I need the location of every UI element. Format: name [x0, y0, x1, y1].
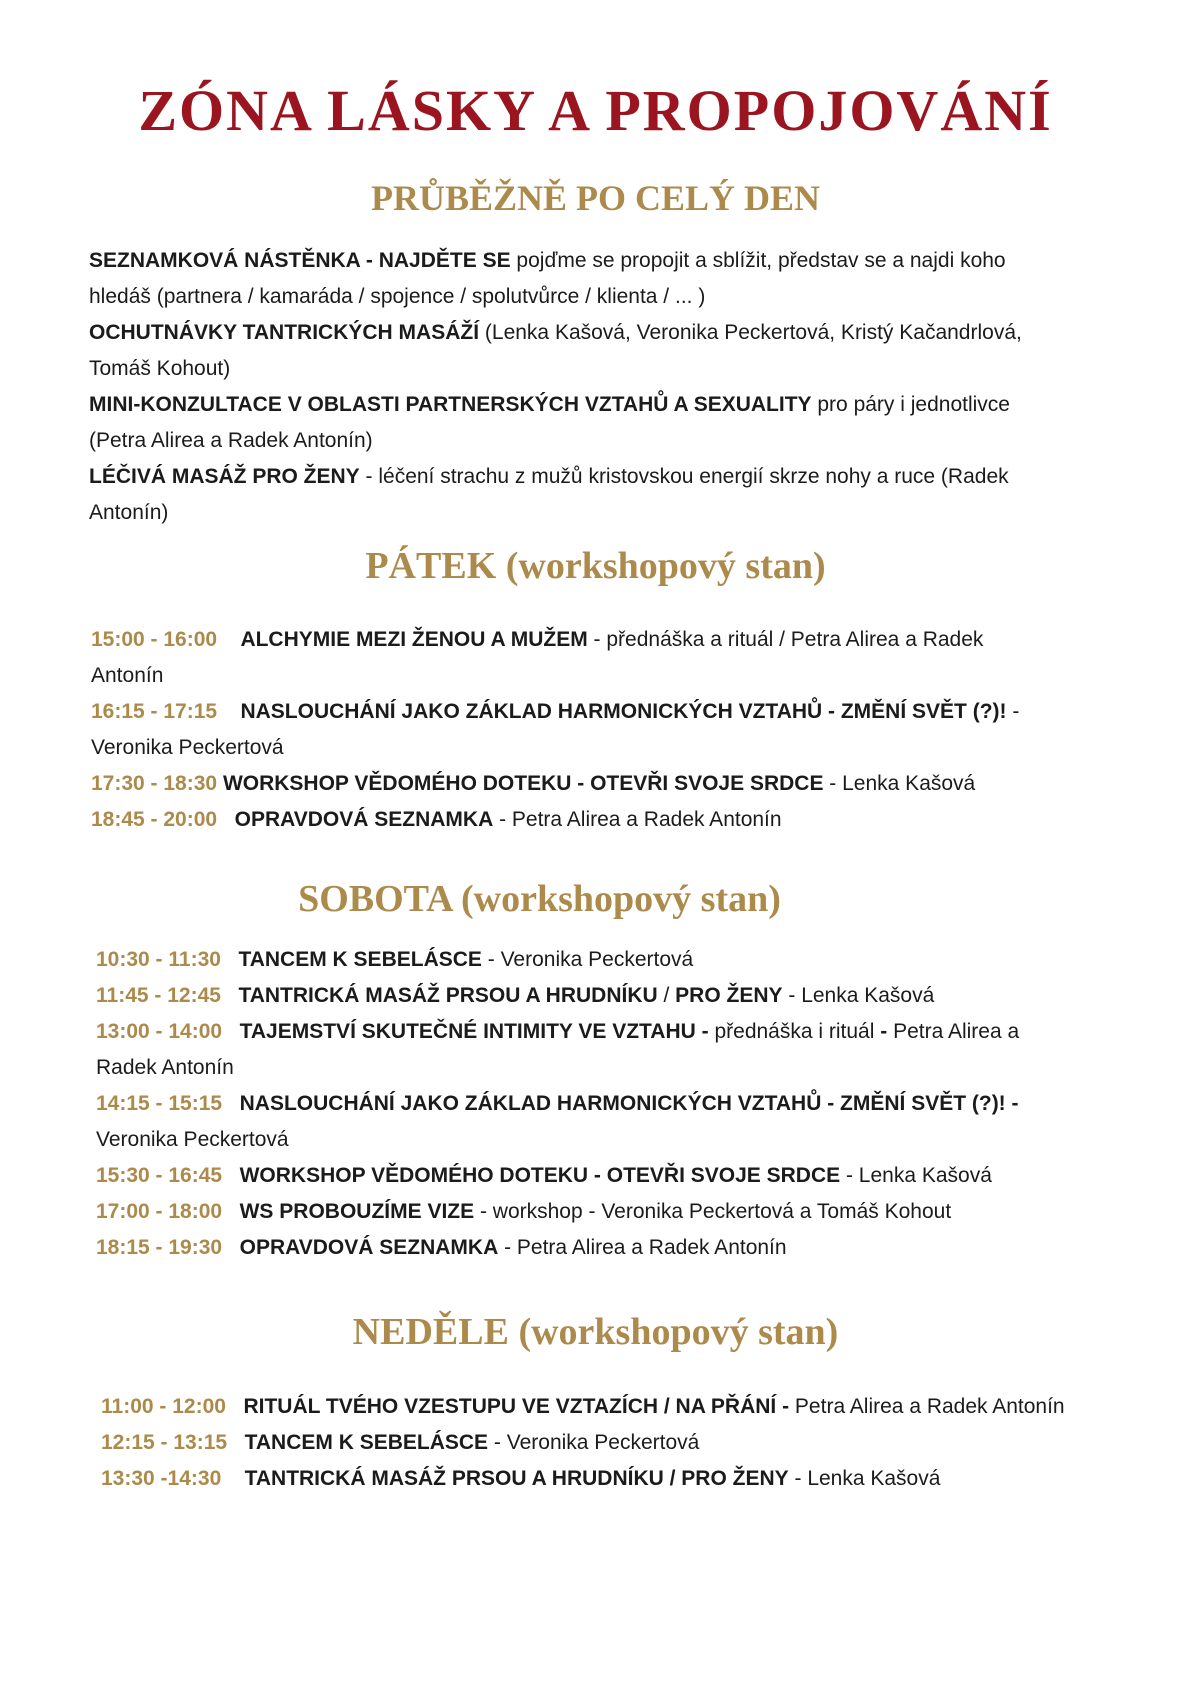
schedule-row: [91, 694, 1151, 730]
item-detail: (Lenka Kašová, Veronika Peckertová, Kristý Kačandrlová,: [479, 321, 1022, 344]
session-detail: - Lenka Kašová: [788, 1467, 941, 1490]
schedule-row: [91, 622, 1151, 658]
session-detail: Radek Antonín: [96, 1056, 234, 1079]
time-slot: 15:30 - 16:45: [96, 1164, 223, 1187]
list-item-cont: [89, 351, 1149, 387]
item-name: LÉČIVÁ MASÁŽ PRO ŽENY: [89, 465, 360, 488]
schedule-row: [96, 978, 1156, 1014]
session-detail: -: [1006, 700, 1020, 723]
time-slot: 18:45 - 20:00: [91, 808, 218, 831]
session-title: RITUÁL TVÉHO VZESTUPU VE VZTAZÍCH / NA PŘÁNÍ -: [243, 1395, 790, 1418]
session-title-2: PRO ŽENY: [675, 984, 783, 1007]
time-slot: 13:30 -14:30: [101, 1467, 222, 1490]
list-item: [89, 315, 1149, 351]
dash: -: [880, 1020, 888, 1043]
session-title: WORKSHOP VĚDOMÉHO DOTEKU - OTEVŘI SVOJE SRDCE: [239, 1164, 841, 1187]
item-detail: Tomáš Kohout): [89, 357, 231, 380]
time-slot: 11:45 - 12:45: [96, 984, 221, 1007]
schedule-row: [101, 1461, 1171, 1497]
list-item-cont: [89, 423, 1149, 459]
session-detail: - Veronika Peckertová: [488, 1431, 700, 1454]
schedule-row: [101, 1425, 1171, 1461]
allday-heading: PRŮBĚŽNĚ PO CELÝ DEN: [370, 178, 821, 218]
schedule-row: [101, 1389, 1171, 1425]
session-detail: - workshop - Veronika Peckertová a Tomáš Kohout: [474, 1200, 952, 1223]
item-name: SEZNAMKOVÁ NÁSTĚNKA - NAJDĚTE SE: [89, 249, 511, 272]
session-title: TAJEMSTVÍ SKUTEČNÉ INTIMITY VE VZTAHU -: [239, 1020, 709, 1043]
session-title: TANTRICKÁ MASÁŽ PRSOU A HRUDNÍKU: [238, 984, 658, 1007]
item-detail: pro páry i jednotlivce: [811, 393, 1010, 416]
item-name: OCHUTNÁVKY TANTRICKÝCH MASÁŽÍ: [89, 321, 480, 344]
session-title: TANTRICKÁ MASÁŽ PRSOU A HRUDNÍKU / PRO ŽENY: [244, 1467, 789, 1490]
saturday-schedule: [96, 942, 1156, 1266]
sunday-schedule: [101, 1389, 1171, 1497]
time-slot: 18:15 - 19:30: [96, 1236, 223, 1259]
schedule-row: [96, 1014, 1156, 1050]
session-title: TANCEM K SEBELÁSCE: [244, 1431, 489, 1454]
time-slot: 11:00 - 12:00: [101, 1395, 226, 1418]
allday-list: [89, 243, 1149, 531]
session-title: OPRAVDOVÁ SEZNAMKA: [239, 1236, 499, 1259]
schedule-row-cont: [91, 658, 1151, 694]
item-detail: hledáš (partnera / kamaráda / spojence / spolutvůrce / klienta / ... ): [89, 285, 706, 308]
session-title: NASLOUCHÁNÍ JAKO ZÁKLAD HARMONICKÝCH VZTAHŮ - ZMĚNÍ SVĚT (?)! -: [239, 1092, 1019, 1115]
schedule-row: [96, 1158, 1156, 1194]
time-slot: 13:00 - 14:00: [96, 1020, 223, 1043]
session-detail: - Lenka Kašová: [782, 984, 935, 1007]
session-title: ALCHYMIE MEZI ŽENOU A MUŽEM: [240, 628, 588, 651]
session-detail: Veronika Peckertová: [96, 1128, 289, 1151]
session-detail: Petra Alirea a Radek Antonín: [789, 1395, 1065, 1418]
schedule-row: [96, 942, 1156, 978]
session-detail: Petra Alirea a: [887, 1020, 1020, 1043]
session-title: OPRAVDOVÁ SEZNAMKA: [234, 808, 494, 831]
schedule-row: [96, 1230, 1156, 1266]
item-detail: - léčení strachu z mužů kristovskou energií skrze nohy a ruce (Radek: [359, 465, 1009, 488]
session-detail: - Lenka Kašová: [840, 1164, 992, 1187]
schedule-row: [96, 1086, 1156, 1122]
schedule-row: [91, 802, 1151, 838]
list-item-cont: [89, 279, 1149, 315]
session-detail: - Petra Alirea a Radek Antonín: [498, 1236, 787, 1259]
session-detail: - přednáška a rituál / Petra Alirea a Radek: [587, 628, 984, 651]
session-detail: - Veronika Peckertová: [481, 948, 694, 971]
time-slot: 17:00 - 18:00: [96, 1200, 223, 1223]
time-slot: 17:30 - 18:30: [91, 772, 218, 795]
time-slot: 15:00 - 16:00: [91, 628, 218, 651]
session-title: TANCEM K SEBELÁSCE: [238, 948, 482, 971]
time-slot: 14:15 - 15:15: [96, 1092, 223, 1115]
list-item: [89, 459, 1149, 495]
session-detail: Veronika Peckertová: [91, 736, 284, 759]
list-item-cont: [89, 495, 1149, 531]
session-title: WS PROBOUZÍME VIZE: [239, 1200, 475, 1223]
item-detail: (Petra Alirea a Radek Antonín): [89, 429, 373, 452]
schedule-row-cont: [96, 1050, 1156, 1086]
item-detail: pojďme se propojit a sblížit, představ se a najdi koho: [510, 249, 1006, 272]
saturday-heading: SOBOTA (workshopový stan): [298, 878, 781, 920]
time-slot: 16:15 - 17:15: [91, 700, 218, 723]
page-title: ZÓNA LÁSKY A PROPOJOVÁNÍ: [138, 78, 1053, 143]
schedule-row: [96, 1194, 1156, 1230]
schedule-row: [91, 766, 1151, 802]
session-detail: Antonín: [91, 664, 164, 687]
sunday-heading: NEDĚLE (workshopový stan): [352, 1311, 839, 1353]
schedule-row-cont: [96, 1122, 1156, 1158]
item-detail: Antonín): [89, 501, 169, 524]
session-title: NASLOUCHÁNÍ JAKO ZÁKLAD HARMONICKÝCH VZTAHŮ - ZMĚNÍ SVĚT (?)!: [240, 700, 1007, 723]
session-title: WORKSHOP VĚDOMÉHO DOTEKU - OTEVŘI SVOJE SRDCE: [222, 772, 824, 795]
list-item: [89, 387, 1149, 423]
session-detail: - Lenka Kašová: [823, 772, 976, 795]
time-slot: 10:30 - 11:30: [96, 948, 221, 971]
item-name: MINI-KONZULTACE V OBLASTI PARTNERSKÝCH VZTAHŮ A SEXUALITY: [89, 393, 812, 416]
schedule-row-cont: [91, 730, 1151, 766]
friday-schedule: [91, 622, 1151, 838]
friday-heading: PÁTEK (workshopový stan): [365, 545, 826, 587]
session-detail: přednáška i rituál: [708, 1020, 881, 1043]
separator: /: [657, 984, 676, 1007]
time-slot: 12:15 - 13:15: [101, 1431, 228, 1454]
list-item: [89, 243, 1149, 279]
session-detail: - Petra Alirea a Radek Antonín: [493, 808, 782, 831]
